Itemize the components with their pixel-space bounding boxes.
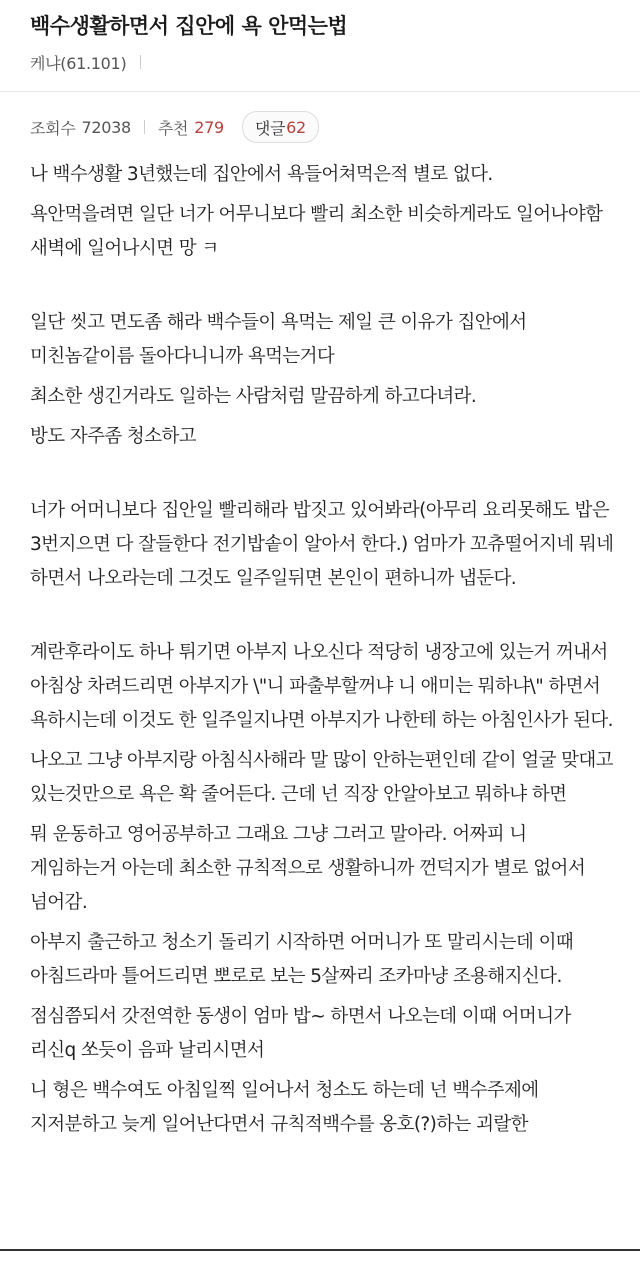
author-divider [140,55,141,69]
body-paragraph: 방도 자주좀 청소하고 [30,426,197,447]
body-paragraph: 욕안먹을려면 일단 너가 어무니보다 빨리 최소한 비슷하게라도 일어나야함 새벽에 일어나시면 망 ㅋ [30,204,603,259]
body-paragraph: 계란후라이도 하나 튀기면 아부지 나오신다 적당히 냉장고에 있는거 꺼내서 아침상 차려드리면 아부지가 \"니 파출부할꺼냐 니 애미는 뭐하냐\" 하면서 욕하시는데 이것도 한 일주일지나면 아부지가 나한테 하는 아침인사가 된다. [30,642,613,731]
post-header [0,0,640,92]
body-paragraph: 니 형은 백수여도 아침일찍 일어나서 청소도 하는데 넌 백수주제에 지저분하고 늦게 일어난다면서 규칙적백수를 옹호(?)하는 괴랄한 [30,1080,539,1135]
post-stats [30,110,319,144]
body-paragraph: 일단 씻고 면도좀 해라 백수들이 욕먹는 제일 큰 이유가 집안에서 미친놈같이름 돌아다니니까 욕먹는거다 [30,312,527,367]
body-paragraph: 뭐 운동하고 영어공부하고 그래요 그냥 그러고 말아라. 어짜피 니 게임하는거 아는데 최소한 규칙적으로 생활하니까 껀덕지가 별로 없어서 넘어감. [30,824,586,913]
body-paragraph: 나오고 그냥 아부지랑 아침식사해라 말 많이 안하는편인데 같이 얼굴 맞대고 있는것만으로 욕은 확 줄어든다. 근데 넌 직장 안알아보고 뭐하냐 하면 [30,750,613,805]
author-row [30,50,141,74]
bottom-divider [0,1249,640,1251]
views-count: 72038 [81,117,131,137]
recommend-label: 추천 [157,118,189,138]
post-body [30,158,616,1148]
comments-count: 62 [286,117,306,137]
comments-label: 댓글 [254,118,286,138]
post-title: 백수생활하면서 집안에 욕 안먹는법 [30,14,348,38]
paragraph-gap [30,272,616,306]
comments-button[interactable] [242,111,319,143]
paragraph-gap [30,602,616,636]
body-paragraph: 나 백수생활 3년했는데 집안에서 욕들어쳐먹은적 별로 없다. [30,164,493,185]
body-paragraph: 최소한 생긴거라도 일하는 사람처럼 말끔하게 하고다녀라. [30,386,477,407]
body-paragraph: 너가 어머니보다 집안일 빨리해라 밥짓고 있어봐라(아무리 요리못해도 밥은 3번지으면 다 잘들한다 전기밥솥이 알아서 한다.) 엄마가 꼬츄떨어지네 뭐네 하면서 나오라는데 그것도 일주일뒤면 본인이 편하니까 냅둔다. [30,500,614,589]
body-paragraph: 아부지 출근하고 청소기 돌리기 시작하면 어머니가 또 말리시는데 이때 아침드라마 틀어드리면 뽀로로 보는 5살짜리 조카마냥 조용해지신다. [30,932,574,987]
recommend-count: 279 [194,117,224,137]
body-paragraph: 점심쯤되서 갓전역한 동생이 엄마 밥~ 하면서 나오는데 이때 어머니가 리신q 쏘듯이 음파 날리시면서 [30,1006,571,1061]
paragraph-gap [30,460,616,494]
stats-divider [144,120,145,134]
views-label: 조회수 [30,118,76,138]
author-name[interactable]: 케냐(61.101) [30,53,127,73]
